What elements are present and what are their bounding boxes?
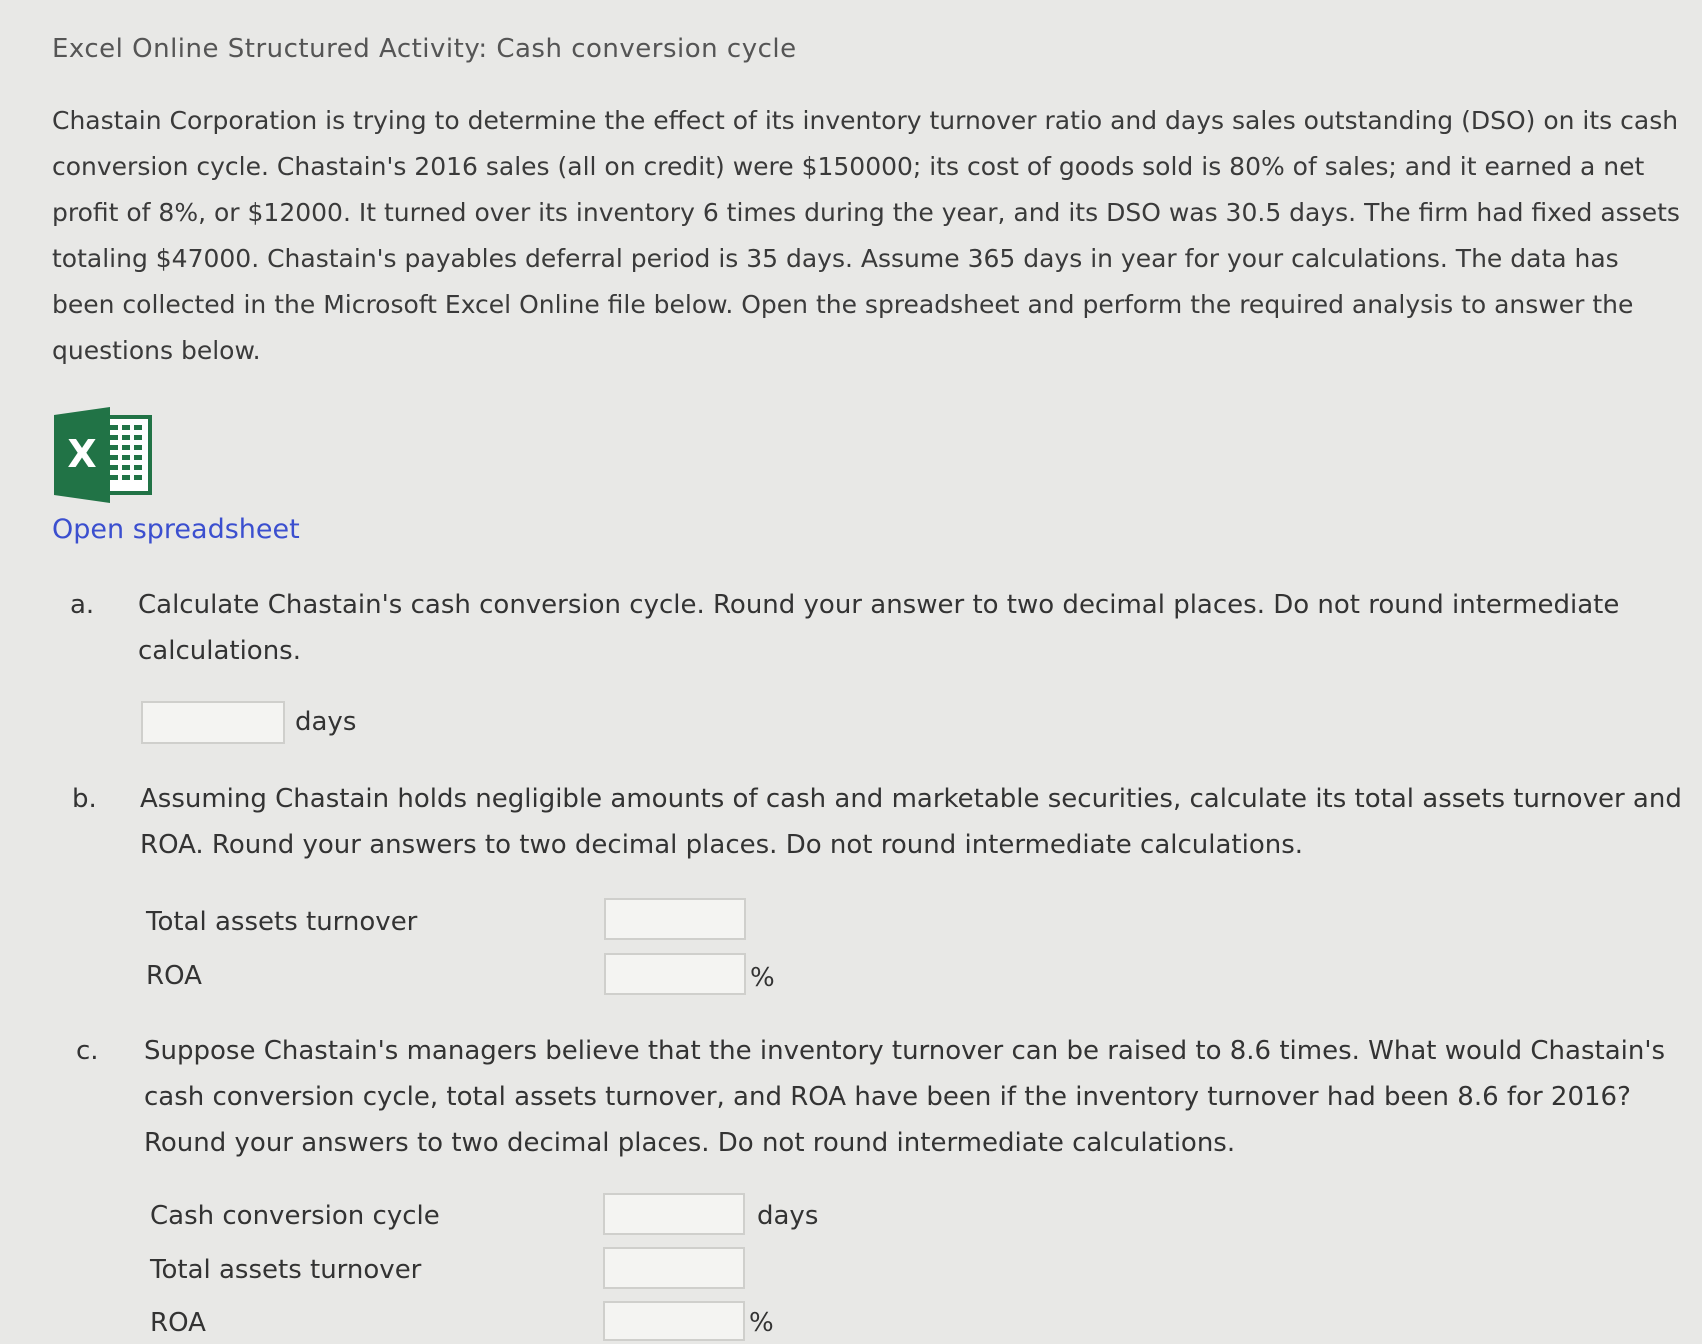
question-c [76, 1028, 1702, 1166]
open-spreadsheet-link[interactable]: Open spreadsheet [52, 514, 300, 545]
answer-c-roa-unit: % [749, 1308, 774, 1338]
answer-c-tat-label: Total assets turnover [150, 1255, 422, 1285]
answer-b-tat-box[interactable] [604, 898, 746, 940]
answer-b-tat-input[interactable] [606, 900, 744, 938]
answer-c-ccc-label: Cash conversion cycle [150, 1201, 440, 1231]
problem-statement: Chastain Corporation is trying to determine the effect of its inventory turnover ratio and days sales outstanding (DSO) on its cash conversion cycle. Chastain's 2016 sales (all on credit) were $150000; its cost of goods sold is 80% of sales; and it earned a net profit of 8%, or $12000. It turned over its inventory 6 times during the year, and its DSO was 30.5 days. The firm had fixed assets totaling $47000. Chastain's payables deferral period is 35 days. Assume 365 days in year for your calculations. The data has been collected in the Microsoft Excel Online file below. Open the spreadsheet and perform the required analysis to answer the questions below. [52, 106, 1680, 365]
question-c-text: Suppose Chastain's managers believe that the inventory turnover can be raised to 8.6 times. What would Chastain's cash conversion cycle, total assets turnover, and ROA have been if the inventory turnover had been 8.6 for 2016? Round your answers to two decimal places. Do not round intermediate calculations. [144, 1036, 1666, 1158]
answer-a-unit: days [295, 707, 357, 737]
excel-icon-letter: X [67, 432, 97, 476]
answer-a-ccc-box[interactable] [141, 701, 285, 744]
answer-c-ccc-box[interactable] [603, 1193, 745, 1235]
page-title: Excel Online Structured Activity: Cash conversion cycle [52, 34, 797, 64]
answer-c-roa-input[interactable] [605, 1303, 743, 1339]
answer-c-ccc-unit: days [757, 1201, 819, 1231]
answer-c-tat-input[interactable] [605, 1249, 743, 1287]
question-b-letter: b. [72, 784, 97, 814]
answer-c-roa-label: ROA [150, 1308, 206, 1338]
answer-c-roa-box[interactable] [603, 1301, 745, 1341]
answer-b-roa-box[interactable] [604, 953, 746, 995]
answer-b-roa-input[interactable] [606, 955, 744, 993]
answer-c-ccc-input[interactable] [605, 1195, 743, 1233]
question-a-text: Calculate Chastain's cash conversion cycle. Round your answer to two decimal places. Do not round intermediate calculations. [138, 590, 1620, 666]
question-a-letter: a. [70, 590, 95, 620]
excel-icon[interactable] [52, 407, 154, 503]
question-c-letter: c. [76, 1036, 99, 1066]
answer-b-tat-label: Total assets turnover [146, 907, 418, 937]
question-a [70, 582, 1698, 674]
answer-a-ccc-input[interactable] [143, 703, 283, 742]
answer-c-tat-box[interactable] [603, 1247, 745, 1289]
question-b-text: Assuming Chastain holds negligible amounts of cash and marketable securities, calculate its total assets turnover and ROA. Round your answers to two decimal places. Do not round intermediate calculations. [140, 784, 1682, 860]
question-b [72, 776, 1700, 868]
answer-b-roa-unit: % [750, 963, 775, 993]
answer-b-roa-label: ROA [146, 961, 202, 991]
